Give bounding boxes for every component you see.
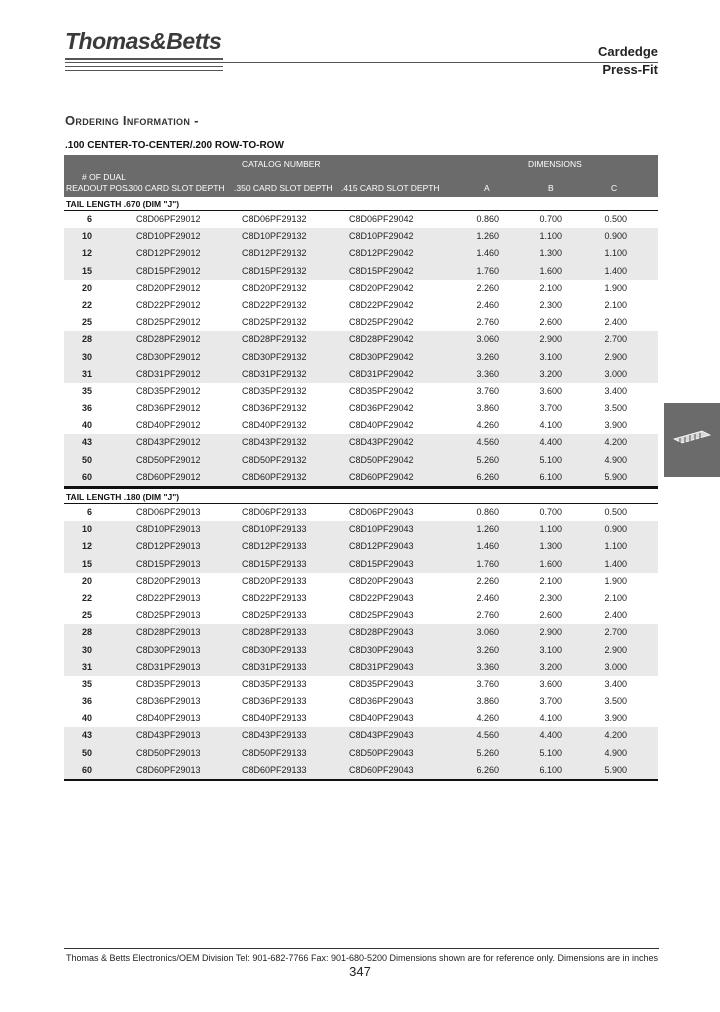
logo-underline	[65, 66, 223, 67]
cell-dim-b: 2.600	[539, 610, 562, 621]
cell-catalog-300: C8D43PF29012	[136, 437, 201, 448]
cell-dim-b: 4.100	[539, 420, 562, 431]
cell-catalog-415: C8D43PF29042	[349, 437, 414, 448]
cell-dim-b: 3.100	[539, 351, 562, 362]
cell-catalog-300: C8D60PF29013	[136, 764, 201, 775]
table-row	[64, 521, 658, 538]
cell-catalog-300: C8D28PF29012	[136, 334, 201, 345]
cell-positions: 31	[81, 368, 92, 379]
cell-catalog-350: C8D50PF29132	[242, 454, 307, 465]
cell-catalog-350: C8D28PF29133	[242, 627, 307, 638]
logo-underline	[65, 70, 223, 71]
cell-catalog-415: C8D20PF29043	[349, 575, 414, 586]
cell-dim-b: 4.400	[539, 730, 562, 741]
cell-catalog-415: C8D31PF29043	[349, 661, 414, 672]
cell-positions: 12	[81, 248, 92, 259]
cell-positions: 50	[81, 747, 92, 758]
cell-dim-c: 3.000	[604, 661, 627, 672]
cell-dim-a: 3.760	[476, 678, 499, 689]
table-row	[64, 417, 658, 434]
cell-catalog-415: C8D30PF29043	[349, 644, 414, 655]
cell-catalog-415: C8D60PF29043	[349, 764, 414, 775]
cell-catalog-300: C8D12PF29012	[136, 248, 201, 259]
table-row	[64, 745, 658, 762]
cell-dim-c: 5.900	[604, 471, 627, 482]
cell-catalog-300: C8D10PF29013	[136, 524, 201, 535]
cell-dim-b: 2.100	[539, 575, 562, 586]
table-body	[64, 197, 658, 781]
cell-dim-b: 5.100	[539, 747, 562, 758]
cell-catalog-415: C8D06PF29042	[349, 214, 414, 224]
cell-dim-a: 1.260	[476, 524, 499, 535]
cell-catalog-415: C8D12PF29042	[349, 248, 414, 259]
cell-dim-a: 6.260	[476, 471, 499, 482]
page-number: 347	[349, 964, 371, 979]
cell-positions: 22	[81, 299, 92, 310]
cell-catalog-350: C8D25PF29133	[242, 610, 307, 621]
table-row	[64, 710, 658, 727]
table-row	[64, 263, 658, 280]
cell-positions: 40	[81, 420, 92, 431]
cell-catalog-415: C8D35PF29043	[349, 678, 414, 689]
cell-catalog-415: C8D12PF29043	[349, 541, 414, 552]
table-row	[64, 400, 658, 417]
cell-catalog-415: C8D10PF29043	[349, 524, 414, 535]
cell-dim-b: 0.700	[539, 214, 562, 224]
cell-catalog-415: C8D28PF29042	[349, 334, 414, 345]
cell-dim-c: 0.900	[604, 524, 627, 535]
cell-catalog-350: C8D10PF29133	[242, 524, 307, 535]
cell-dim-c: 4.200	[604, 730, 627, 741]
cell-catalog-415: C8D06PF29043	[349, 507, 414, 517]
product-category: Cardedge	[598, 44, 658, 59]
col-b-header: B	[548, 183, 554, 193]
cell-catalog-415: C8D40PF29042	[349, 420, 414, 431]
cell-catalog-350: C8D10PF29132	[242, 231, 307, 242]
brand-logo: Thomas&Betts	[65, 28, 222, 54]
cell-dim-c: 4.900	[604, 454, 627, 465]
footer-disclaimer: Dimensions shown are for reference only. Dimensions are in inches	[389, 953, 658, 963]
cell-dim-b: 2.100	[539, 282, 562, 293]
cell-dim-b: 1.100	[539, 524, 562, 535]
cell-dim-a: 0.860	[476, 507, 499, 517]
cell-dim-c: 1.400	[604, 558, 627, 569]
col-350-header: .350 CARD SLOT DEPTH	[234, 183, 333, 193]
cell-catalog-300: C8D35PF29012	[136, 385, 201, 396]
product-subcategory: Press-Fit	[602, 62, 658, 77]
cell-catalog-350: C8D06PF29133	[242, 507, 307, 517]
cell-positions: 35	[81, 678, 92, 689]
table-row	[64, 383, 658, 400]
cell-catalog-415: C8D40PF29043	[349, 713, 414, 724]
cell-dim-a: 3.360	[476, 661, 499, 672]
col-415-header: .415 CARD SLOT DEPTH	[341, 183, 440, 193]
cell-dim-a: 3.060	[476, 627, 499, 638]
cell-catalog-350: C8D20PF29133	[242, 575, 307, 586]
cell-catalog-350: C8D31PF29133	[242, 661, 307, 672]
cell-catalog-300: C8D36PF29013	[136, 696, 201, 707]
cell-dim-a: 0.860	[476, 214, 499, 224]
table-row	[64, 676, 658, 693]
cell-positions: 36	[81, 403, 92, 414]
cell-positions: 28	[81, 627, 92, 638]
cell-dim-c: 4.200	[604, 437, 627, 448]
cell-dim-b: 0.700	[539, 507, 562, 517]
cell-catalog-415: C8D20PF29042	[349, 282, 414, 293]
cell-positions: 36	[81, 696, 92, 707]
spacing-title: .100 CENTER-TO-CENTER/.200 ROW-TO-ROW	[65, 140, 284, 151]
cell-catalog-415: C8D50PF29043	[349, 747, 414, 758]
cell-positions: 30	[81, 644, 92, 655]
cell-catalog-300: C8D25PF29013	[136, 610, 201, 621]
cell-positions: 30	[81, 351, 92, 362]
cell-catalog-300: C8D50PF29012	[136, 454, 201, 465]
table-row	[64, 452, 658, 469]
cell-dim-b: 4.400	[539, 437, 562, 448]
cell-positions: 12	[81, 541, 92, 552]
cell-dim-a: 2.760	[476, 317, 499, 328]
cell-catalog-350: C8D28PF29132	[242, 334, 307, 345]
cell-catalog-415: C8D10PF29042	[349, 231, 414, 242]
cell-positions: 20	[81, 575, 92, 586]
header-rule	[65, 62, 658, 63]
cell-positions: 60	[81, 471, 92, 482]
cell-catalog-350: C8D35PF29133	[242, 678, 307, 689]
cell-dim-c: 5.900	[604, 764, 627, 775]
table-row	[64, 556, 658, 573]
table-row	[64, 762, 658, 779]
cell-catalog-300: C8D30PF29012	[136, 351, 201, 362]
cell-positions: 50	[81, 454, 92, 465]
cell-catalog-415: C8D43PF29043	[349, 730, 414, 741]
cell-catalog-350: C8D30PF29132	[242, 351, 307, 362]
cell-positions: 35	[81, 385, 92, 396]
cell-dim-b: 1.300	[539, 541, 562, 552]
cell-catalog-415: C8D25PF29042	[349, 317, 414, 328]
cell-dim-c: 1.100	[604, 248, 627, 259]
cell-positions: 31	[81, 661, 92, 672]
cell-dim-a: 4.260	[476, 713, 499, 724]
cell-dim-a: 1.260	[476, 231, 499, 242]
cell-catalog-415: C8D36PF29043	[349, 696, 414, 707]
connector-icon	[672, 429, 712, 445]
cell-catalog-300: C8D40PF29012	[136, 420, 201, 431]
footer-rule	[64, 948, 659, 949]
cell-catalog-350: C8D35PF29132	[242, 385, 307, 396]
cell-positions: 43	[81, 730, 92, 741]
cell-catalog-415: C8D50PF29042	[349, 454, 414, 465]
cell-catalog-415: C8D22PF29043	[349, 592, 414, 603]
cell-dim-c: 3.400	[604, 678, 627, 689]
cell-positions: 25	[81, 317, 92, 328]
footer-contact: Thomas & Betts Electronics/OEM Division Tel: 901-682-7766 Fax: 901-680-5200	[66, 953, 387, 963]
cell-dim-a: 3.760	[476, 385, 499, 396]
table-row	[64, 590, 658, 607]
cell-positions: 10	[81, 231, 92, 242]
cell-catalog-300: C8D22PF29012	[136, 299, 201, 310]
cell-dim-c: 3.500	[604, 696, 627, 707]
table-row	[64, 624, 658, 641]
cell-dim-c: 2.400	[604, 317, 627, 328]
table-row	[64, 659, 658, 676]
cell-dim-c: 2.700	[604, 334, 627, 345]
cell-positions: 60	[81, 764, 92, 775]
cell-dim-a: 3.360	[476, 368, 499, 379]
col-c-header: C	[611, 183, 618, 193]
cell-catalog-300: C8D31PF29013	[136, 661, 201, 672]
cell-dim-a: 6.260	[476, 764, 499, 775]
cell-dim-b: 2.900	[539, 627, 562, 638]
cell-catalog-415: C8D31PF29042	[349, 368, 414, 379]
cell-catalog-300: C8D43PF29013	[136, 730, 201, 741]
cell-catalog-350: C8D50PF29133	[242, 747, 307, 758]
tail-length-label: TAIL LENGTH .670 (DIM "J")	[64, 197, 658, 211]
ordering-table	[64, 155, 658, 781]
cell-dim-b: 3.600	[539, 385, 562, 396]
cell-dim-a: 5.260	[476, 747, 499, 758]
cell-dim-c: 2.400	[604, 610, 627, 621]
cell-catalog-350: C8D06PF29132	[242, 214, 307, 224]
cell-catalog-415: C8D36PF29042	[349, 403, 414, 414]
cell-dim-a: 2.260	[476, 282, 499, 293]
cell-positions: 15	[81, 265, 92, 276]
table-row	[64, 245, 658, 262]
cell-dim-a: 3.860	[476, 696, 499, 707]
cell-catalog-300: C8D15PF29013	[136, 558, 201, 569]
cell-dim-b: 3.200	[539, 661, 562, 672]
cell-dim-c: 1.900	[604, 575, 627, 586]
cell-dim-c: 2.900	[604, 351, 627, 362]
cell-dim-c: 0.500	[604, 214, 627, 224]
logo-underline	[65, 58, 223, 60]
cell-dim-a: 3.260	[476, 644, 499, 655]
cell-dim-b: 4.100	[539, 713, 562, 724]
cell-positions: 22	[81, 592, 92, 603]
cell-catalog-350: C8D36PF29132	[242, 403, 307, 414]
cell-catalog-350: C8D60PF29132	[242, 471, 307, 482]
cell-catalog-300: C8D20PF29013	[136, 575, 201, 586]
table-row	[64, 434, 658, 451]
cell-dim-a: 5.260	[476, 454, 499, 465]
table-row	[64, 211, 658, 228]
cell-catalog-300: C8D35PF29013	[136, 678, 201, 689]
cell-catalog-350: C8D22PF29132	[242, 299, 307, 310]
col-a-header: A	[484, 183, 490, 193]
side-tab	[664, 403, 720, 477]
cell-dim-a: 3.260	[476, 351, 499, 362]
cell-catalog-350: C8D25PF29132	[242, 317, 307, 328]
cell-dim-b: 1.600	[539, 558, 562, 569]
cell-dim-a: 1.760	[476, 265, 499, 276]
cell-catalog-300: C8D06PF29013	[136, 507, 201, 517]
cell-catalog-350: C8D12PF29132	[242, 248, 307, 259]
cell-dim-a: 2.460	[476, 592, 499, 603]
cell-dim-c: 1.900	[604, 282, 627, 293]
cell-catalog-350: C8D12PF29133	[242, 541, 307, 552]
cell-dim-c: 0.900	[604, 231, 627, 242]
cell-catalog-350: C8D30PF29133	[242, 644, 307, 655]
cell-dim-a: 2.760	[476, 610, 499, 621]
section-title: Ordering Information -	[65, 113, 199, 128]
cell-positions: 43	[81, 437, 92, 448]
table-header	[64, 155, 658, 197]
table-row	[64, 314, 658, 331]
cell-positions: 10	[81, 524, 92, 535]
cell-dim-b: 2.600	[539, 317, 562, 328]
cell-dim-b: 1.100	[539, 231, 562, 242]
catalog-number-header: CATALOG NUMBER	[242, 159, 321, 169]
cell-catalog-300: C8D60PF29012	[136, 471, 201, 482]
cell-dim-c: 3.900	[604, 713, 627, 724]
table-row	[64, 727, 658, 744]
table-row	[64, 366, 658, 383]
cell-catalog-300: C8D50PF29013	[136, 747, 201, 758]
cell-catalog-350: C8D40PF29133	[242, 713, 307, 724]
cell-dim-b: 6.100	[539, 471, 562, 482]
cell-catalog-300: C8D25PF29012	[136, 317, 201, 328]
cell-positions: 25	[81, 610, 92, 621]
cell-dim-c: 2.700	[604, 627, 627, 638]
cell-dim-c: 2.100	[604, 592, 627, 603]
cell-dim-b: 2.900	[539, 334, 562, 345]
table-row	[64, 228, 658, 245]
cell-catalog-300: C8D06PF29012	[136, 214, 201, 224]
cell-positions: 6	[86, 507, 92, 517]
cell-catalog-350: C8D40PF29132	[242, 420, 307, 431]
cell-catalog-350: C8D15PF29132	[242, 265, 307, 276]
cell-catalog-300: C8D20PF29012	[136, 282, 201, 293]
cell-catalog-300: C8D40PF29013	[136, 713, 201, 724]
cell-catalog-415: C8D15PF29043	[349, 558, 414, 569]
cell-dim-a: 4.560	[476, 437, 499, 448]
cell-dim-b: 3.700	[539, 696, 562, 707]
cell-dim-c: 3.000	[604, 368, 627, 379]
cell-catalog-415: C8D25PF29043	[349, 610, 414, 621]
table-row	[64, 538, 658, 555]
table-row	[64, 469, 658, 486]
cell-dim-a: 3.860	[476, 403, 499, 414]
cell-dim-a: 4.560	[476, 730, 499, 741]
tail-length-label: TAIL LENGTH .180 (DIM "J")	[64, 490, 658, 504]
cell-dim-a: 3.060	[476, 334, 499, 345]
cell-dim-b: 2.300	[539, 299, 562, 310]
cell-positions: 40	[81, 713, 92, 724]
table-row	[64, 297, 658, 314]
cell-dim-c: 3.900	[604, 420, 627, 431]
table-row	[64, 331, 658, 348]
cell-dim-c: 3.400	[604, 385, 627, 396]
cell-dim-a: 4.260	[476, 420, 499, 431]
table-bottom-rule	[64, 779, 658, 781]
cell-dim-b: 1.600	[539, 265, 562, 276]
cell-positions: 28	[81, 334, 92, 345]
col-300-header: .300 CARD SLOT DEPTH	[126, 183, 225, 193]
cell-dim-b: 3.700	[539, 403, 562, 414]
cell-dim-a: 1.460	[476, 541, 499, 552]
table-row	[64, 349, 658, 366]
cell-dim-b: 3.100	[539, 644, 562, 655]
cell-dim-a: 2.460	[476, 299, 499, 310]
cell-catalog-350: C8D36PF29133	[242, 696, 307, 707]
table-row	[64, 693, 658, 710]
cell-dim-c: 3.500	[604, 403, 627, 414]
table-row	[64, 573, 658, 590]
pos-header-line2: READOUT POS.	[66, 183, 131, 193]
cell-dim-b: 2.300	[539, 592, 562, 603]
pos-header-line1: # OF DUAL	[82, 172, 126, 182]
cell-catalog-350: C8D43PF29132	[242, 437, 307, 448]
cell-catalog-350: C8D22PF29133	[242, 592, 307, 603]
table-row	[64, 607, 658, 624]
cell-dim-a: 1.760	[476, 558, 499, 569]
cell-dim-a: 2.260	[476, 575, 499, 586]
cell-dim-c: 1.400	[604, 265, 627, 276]
cell-positions: 6	[86, 214, 92, 224]
cell-positions: 20	[81, 282, 92, 293]
cell-catalog-300: C8D36PF29012	[136, 403, 201, 414]
table-row	[64, 642, 658, 659]
cell-catalog-415: C8D60PF29042	[349, 471, 414, 482]
cell-catalog-300: C8D22PF29013	[136, 592, 201, 603]
cell-dim-c: 2.100	[604, 299, 627, 310]
cell-catalog-300: C8D12PF29013	[136, 541, 201, 552]
cell-catalog-300: C8D15PF29012	[136, 265, 201, 276]
cell-dim-c: 4.900	[604, 747, 627, 758]
cell-catalog-415: C8D28PF29043	[349, 627, 414, 638]
cell-dim-c: 1.100	[604, 541, 627, 552]
cell-dim-a: 1.460	[476, 248, 499, 259]
cell-catalog-350: C8D60PF29133	[242, 764, 307, 775]
cell-dim-b: 6.100	[539, 764, 562, 775]
cell-dim-b: 5.100	[539, 454, 562, 465]
cell-catalog-300: C8D30PF29013	[136, 644, 201, 655]
cell-dim-c: 2.900	[604, 644, 627, 655]
cell-catalog-350: C8D15PF29133	[242, 558, 307, 569]
cell-catalog-300: C8D31PF29012	[136, 368, 201, 379]
cell-catalog-350: C8D20PF29132	[242, 282, 307, 293]
cell-catalog-415: C8D22PF29042	[349, 299, 414, 310]
table-row	[64, 504, 658, 521]
cell-catalog-415: C8D15PF29042	[349, 265, 414, 276]
cell-positions: 15	[81, 558, 92, 569]
cell-catalog-300: C8D28PF29013	[136, 627, 201, 638]
cell-catalog-415: C8D35PF29042	[349, 385, 414, 396]
cell-catalog-350: C8D43PF29133	[242, 730, 307, 741]
table-row	[64, 280, 658, 297]
cell-dim-b: 3.600	[539, 678, 562, 689]
cell-catalog-300: C8D10PF29012	[136, 231, 201, 242]
cell-catalog-415: C8D30PF29042	[349, 351, 414, 362]
dimensions-header: DIMENSIONS	[528, 159, 582, 169]
cell-dim-c: 0.500	[604, 507, 627, 517]
cell-dim-b: 3.200	[539, 368, 562, 379]
cell-catalog-350: C8D31PF29132	[242, 368, 307, 379]
cell-dim-b: 1.300	[539, 248, 562, 259]
